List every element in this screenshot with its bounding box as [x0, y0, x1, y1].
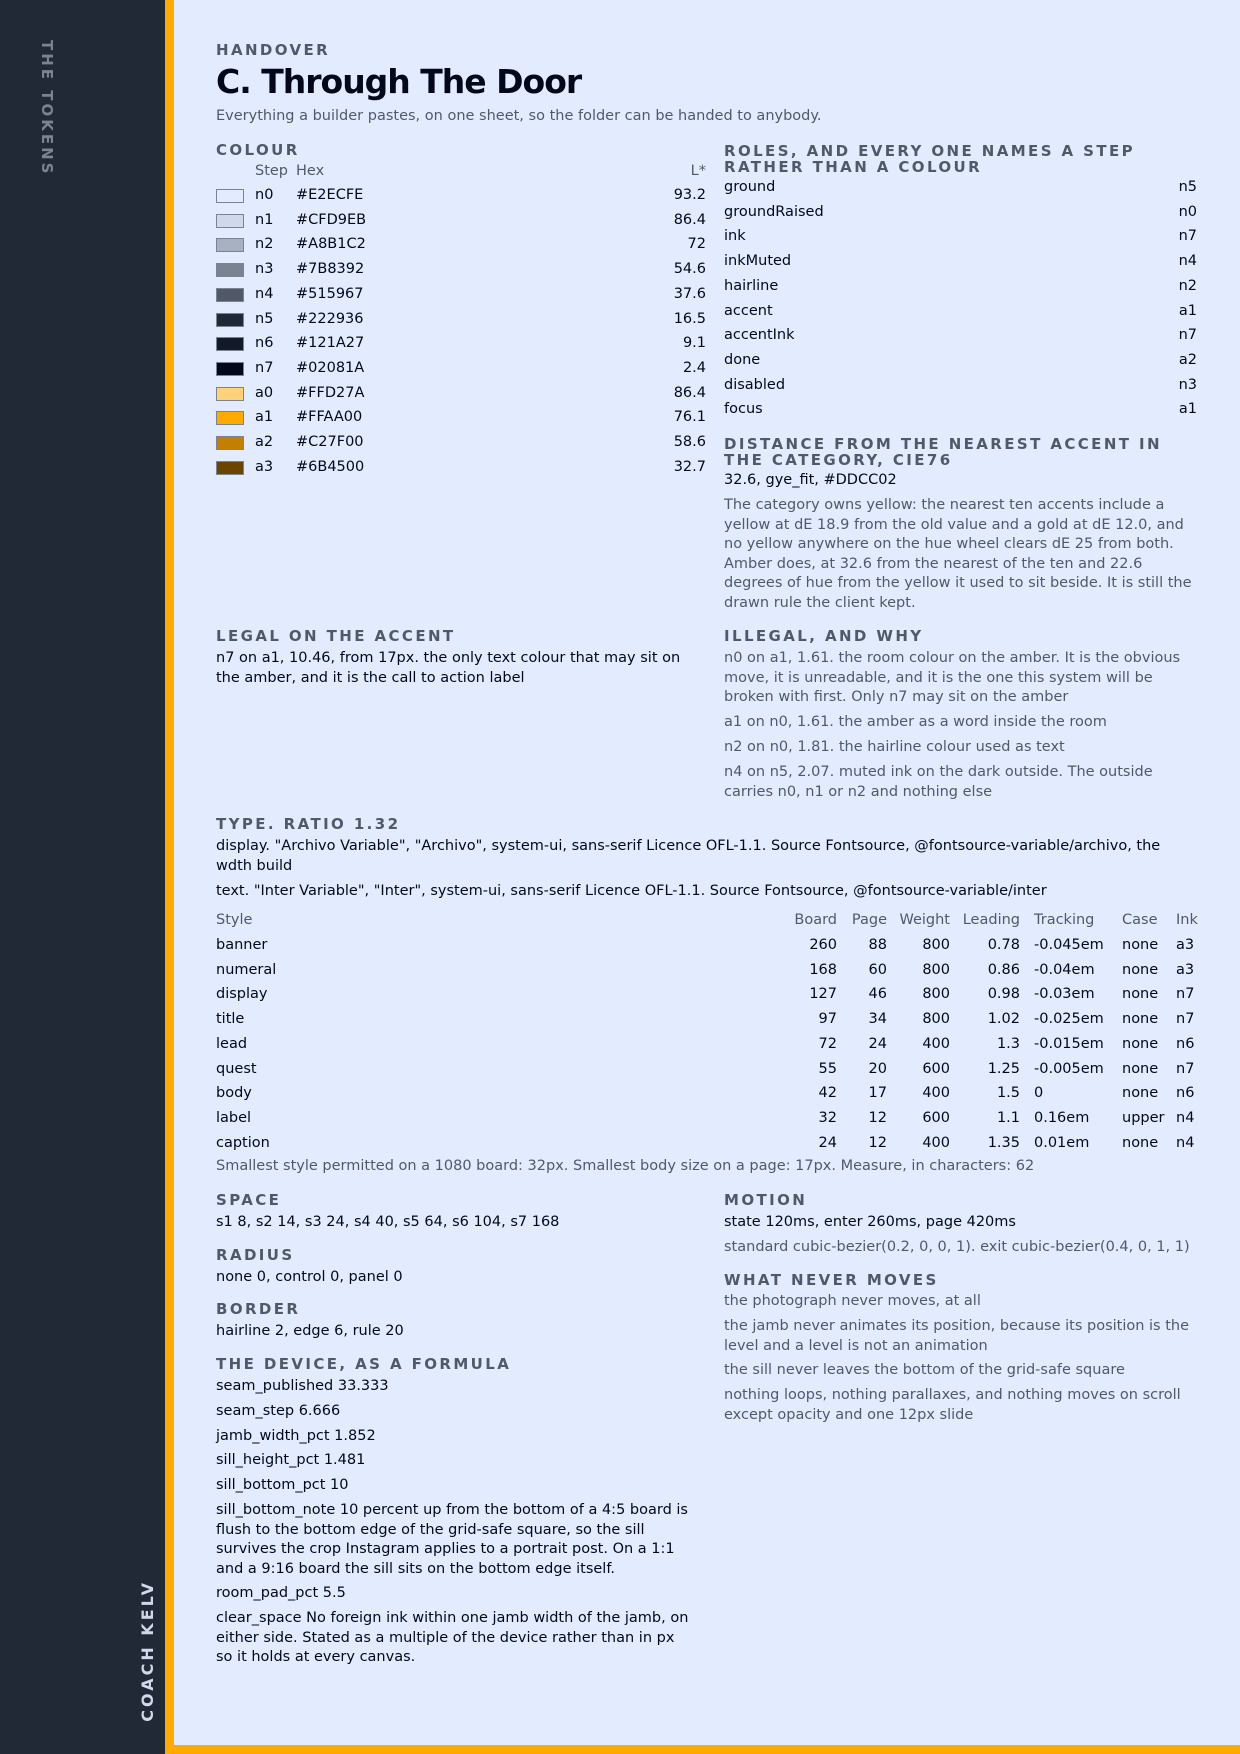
border-text: hairline 2, edge 6, rule 20	[216, 1323, 404, 1339]
type-cell-page: 20	[868, 1060, 887, 1077]
colour-swatch	[216, 461, 244, 475]
colour-lightness: 9.1	[682, 335, 706, 352]
motion-heading: MOTION	[724, 1191, 808, 1209]
type-cell-style: label	[216, 1109, 252, 1126]
colour-lightness: 58.6	[673, 434, 706, 450]
role-step: n3	[1178, 376, 1197, 393]
device-item: clear_space No foreign ink within one jamb width of the jamb, on either side. Stated as a multiple of the device rather than in px so it holds at every canvas.	[216, 1610, 689, 1665]
sidebar-title: THE TOKENS	[38, 40, 56, 177]
legal-text: n7 on a1, 10.46, from 17px. the only text colour that may sit on the amber, and it is the call to action label	[216, 650, 681, 686]
accent-rule-vertical	[165, 0, 174, 1754]
colour-swatch	[216, 387, 244, 401]
colour-hex: #C27F00	[296, 434, 364, 450]
type-cell-page: 46	[868, 986, 887, 1003]
type-cell-tracking: -0.04em	[1034, 961, 1095, 978]
colour-lightness: 32.7	[673, 458, 706, 475]
type-cell-weight: 400	[922, 1085, 950, 1102]
type-cell-leading: 0.86	[987, 961, 1020, 978]
type-cell-ink: n7	[1176, 1011, 1195, 1028]
colour-step: n7	[255, 359, 274, 376]
colour-swatch	[216, 238, 244, 252]
distance-note: The category owns yellow: the nearest ten accents include a yellow at dE 18.9 from the old value and a gold at dE 12.0, and no yellow anywhere on the hue wheel clears dE 25 from both. Amber does, at 32.6 from the nearest of the ten and 22.6 degrees of hue from the yellow it used to sit beside. It is still the drawn rule the client kept.	[724, 497, 1192, 611]
type-cell-weight: 600	[922, 1109, 950, 1126]
role-step: n7	[1178, 228, 1197, 245]
role-step: a1	[1178, 401, 1197, 418]
role-name: focus	[724, 401, 763, 418]
colour-lightness: 86.4	[673, 384, 706, 401]
type-table-row	[216, 1034, 1197, 1054]
device-heading: THE DEVICE, AS A FORMULA	[216, 1355, 512, 1373]
type-cell-board: 97	[818, 1011, 837, 1028]
colour-header-l: L*	[690, 163, 706, 179]
type-cell-style: caption	[216, 1134, 270, 1151]
colour-lightness: 76.1	[673, 409, 706, 426]
page-lead: Everything a builder pastes, on one sheet, so the folder can be handed to anybody.	[216, 108, 822, 124]
colour-step: n4	[255, 285, 274, 302]
space-heading: SPACE	[216, 1191, 282, 1209]
type-table-row	[216, 960, 1197, 980]
radius-heading: RADIUS	[216, 1246, 295, 1264]
type-cell-board: 32	[818, 1109, 837, 1126]
colour-step: n0	[255, 187, 274, 203]
type-cell-ink: n7	[1176, 986, 1195, 1003]
colour-lightness: 37.6	[673, 285, 706, 302]
type-cell-case: none	[1122, 961, 1159, 978]
illegal-item: a1 on n0, 1.61. the amber as a word inside the room	[724, 714, 1107, 730]
colour-hex: #515967	[296, 285, 364, 302]
device-item: sill_height_pct 1.481	[216, 1452, 366, 1468]
colour-hex: #02081A	[296, 359, 365, 376]
colour-step: n6	[255, 335, 274, 352]
type-cell-style: banner	[216, 937, 268, 953]
type-cell-style: numeral	[216, 961, 277, 978]
type-cell-style: quest	[216, 1060, 257, 1077]
type-cell-leading: 1.02	[987, 1011, 1020, 1028]
type-cell-case: none	[1122, 1035, 1159, 1052]
type-cell-page: 60	[868, 961, 887, 978]
distance-heading: DISTANCE FROM THE NEAREST ACCENT IN THE CATEGORY, CIE76	[724, 435, 1162, 469]
colour-swatch	[216, 436, 244, 450]
never-item: the sill never leaves the bottom of the grid-safe square	[724, 1362, 1125, 1378]
role-name: ink	[724, 228, 746, 245]
type-cell-page: 12	[868, 1134, 887, 1151]
type-table-row	[216, 1059, 1197, 1079]
colour-swatch	[216, 337, 244, 351]
device-item: room_pad_pct 5.5	[216, 1585, 346, 1601]
type-cell-case: none	[1122, 1011, 1159, 1028]
role-name: accent	[724, 302, 773, 319]
colour-hex: #6B4500	[296, 458, 365, 475]
motion-durations: state 120ms, enter 260ms, page 420ms	[724, 1214, 1016, 1230]
type-footnote: Smallest style permitted on a 1080 board: 32px. Smallest body size on a page: 17px. Measure, in characters: 62	[216, 1158, 1035, 1174]
type-cell-tracking: 0	[1034, 1085, 1044, 1102]
colour-step: a3	[255, 458, 274, 475]
type-cell-tracking: -0.005em	[1034, 1060, 1104, 1077]
role-step: n2	[1178, 277, 1197, 294]
colour-swatch	[216, 189, 244, 203]
role-name: inkMuted	[724, 253, 792, 270]
type-table-header: Style Board Page Weight Leading Tracking Case Ink	[216, 912, 1198, 928]
role-step: n7	[1178, 327, 1197, 344]
type-cell-board: 24	[818, 1134, 837, 1151]
type-cell-weight: 800	[922, 961, 950, 978]
page-title: C. Through The Door	[216, 62, 582, 101]
colour-hex: #A8B1C2	[296, 236, 366, 253]
role-step: a2	[1178, 351, 1197, 368]
type-cell-board: 260	[809, 937, 837, 953]
never-item: nothing loops, nothing parallaxes, and nothing moves on scroll except opacity and one 12px slide	[724, 1387, 1181, 1423]
type-cell-board: 42	[818, 1085, 837, 1102]
role-step: n0	[1178, 203, 1197, 220]
never-item: the photograph never moves, at all	[724, 1293, 981, 1309]
type-cell-leading: 0.98	[987, 986, 1020, 1003]
colour-heading: COLOUR	[216, 141, 300, 159]
type-cell-style: body	[216, 1085, 252, 1102]
type-table-row	[216, 1009, 1197, 1029]
colour-lightness: 2.4	[682, 359, 706, 376]
type-cell-page: 24	[868, 1035, 887, 1052]
colour-step: n2	[255, 236, 274, 253]
colour-header-hex: Hex	[296, 163, 325, 179]
type-cell-page: 88	[868, 937, 887, 953]
sidebar	[0, 0, 165, 1754]
type-cell-tracking: -0.045em	[1034, 937, 1104, 953]
type-cell-tracking: -0.025em	[1034, 1011, 1104, 1028]
type-cell-leading: 1.1	[996, 1109, 1020, 1126]
colour-step: a1	[255, 409, 274, 426]
colour-hex: #CFD9EB	[296, 211, 367, 228]
type-cell-style: lead	[216, 1035, 248, 1052]
accent-rule-horizontal	[165, 1745, 1240, 1754]
colour-hex: #FFAA00	[296, 409, 363, 426]
illegal-item: n0 on a1, 1.61. the room colour on the amber. It is the obvious move, it is unreadable, and it is the one this system will be broken with first. Only n7 may sit on the amber	[724, 650, 1181, 705]
type-cell-tracking: 0.16em	[1034, 1109, 1090, 1126]
never-item: the jamb never animates its position, because its position is the level and a level is not an animation	[724, 1318, 1190, 1354]
colour-lightness: 93.2	[673, 187, 706, 203]
space-text: s1 8, s2 14, s3 24, s4 40, s5 64, s6 104, s7 168	[216, 1214, 560, 1230]
colour-swatch	[216, 263, 244, 277]
role-step: n5	[1178, 179, 1197, 195]
type-cell-board: 168	[809, 961, 837, 978]
type-cell-case: none	[1122, 937, 1159, 953]
device-item: jamb_width_pct 1.852	[216, 1428, 376, 1444]
type-cell-ink: n6	[1176, 1035, 1195, 1052]
type-table-row	[216, 984, 1197, 1004]
type-cell-weight: 400	[922, 1134, 950, 1151]
legal-heading: LEGAL ON THE ACCENT	[216, 627, 456, 645]
type-cell-page: 34	[868, 1011, 887, 1028]
never-heading: WHAT NEVER MOVES	[724, 1271, 939, 1289]
type-cell-leading: 1.3	[996, 1035, 1020, 1052]
device-item: seam_step 6.666	[216, 1403, 341, 1419]
type-cell-case: none	[1122, 1060, 1159, 1077]
type-cell-style: display	[216, 986, 268, 1003]
type-text-font: text. "Inter Variable", "Inter", system-ui, sans-serif Licence OFL-1.1. Source Fontsource, @fontsource-variable/inter	[216, 883, 1047, 899]
colour-swatch	[216, 411, 244, 425]
type-cell-leading: 1.5	[996, 1085, 1020, 1102]
type-table-row	[216, 1133, 1197, 1153]
colour-swatch	[216, 313, 244, 327]
type-cell-weight: 800	[922, 986, 950, 1003]
role-name: disabled	[724, 376, 786, 393]
role-name: hairline	[724, 277, 779, 294]
type-cell-board: 55	[818, 1060, 837, 1077]
type-cell-case: none	[1122, 1134, 1159, 1151]
type-cell-page: 17	[868, 1085, 887, 1102]
colour-hex: #E2ECFE	[296, 187, 364, 203]
colour-swatch	[216, 362, 244, 376]
type-cell-weight: 800	[922, 937, 950, 953]
colour-hex: #222936	[296, 310, 364, 327]
type-cell-leading: 1.35	[987, 1134, 1020, 1151]
role-name: groundRaised	[724, 203, 824, 220]
type-cell-board: 127	[809, 986, 837, 1003]
role-name: ground	[724, 179, 776, 195]
illegal-item: n2 on n0, 1.81. the hairline colour used as text	[724, 739, 1065, 755]
type-cell-tracking: 0.01em	[1034, 1134, 1090, 1151]
eyebrow: HANDOVER	[216, 41, 331, 59]
colour-lightness: 86.4	[673, 211, 706, 228]
colour-hex: #7B8392	[296, 261, 365, 278]
distance-value: 32.6, gye_fit, #DDCC02	[724, 472, 897, 488]
colour-hex: #FFD27A	[296, 384, 365, 401]
type-table-row	[216, 1083, 1197, 1103]
device-item: sill_bottom_note 10 percent up from the bottom of a 4:5 board is flush to the bottom edge of the grid-safe square, so the sill survives the crop Instagram applies to a portrait post. On a 1:1 and a 9:16 board the sill sits on the bottom edge itself.	[216, 1502, 688, 1577]
type-cell-style: title	[216, 1011, 245, 1028]
type-cell-ink: n7	[1176, 1060, 1195, 1077]
colour-step: a2	[255, 434, 274, 450]
border-heading: BORDER	[216, 1300, 301, 1318]
type-table-row	[216, 935, 1197, 955]
type-cell-tracking: -0.015em	[1034, 1035, 1104, 1052]
type-cell-ink: a3	[1176, 961, 1195, 978]
roles-heading: ROLES, AND EVERY ONE NAMES A STEP RATHER THAN A COLOUR	[724, 142, 1136, 176]
colour-step: a0	[255, 384, 274, 401]
role-step: n4	[1178, 253, 1197, 270]
type-table-row	[216, 1108, 1197, 1128]
type-cell-ink: n4	[1176, 1109, 1195, 1126]
type-cell-leading: 0.78	[987, 937, 1020, 953]
type-cell-tracking: -0.03em	[1034, 986, 1095, 1003]
radius-text: none 0, control 0, panel 0	[216, 1269, 403, 1285]
type-cell-case: upper	[1122, 1109, 1165, 1126]
type-cell-ink: n4	[1176, 1134, 1195, 1151]
type-cell-case: none	[1122, 986, 1159, 1003]
type-cell-weight: 400	[922, 1035, 950, 1052]
colour-header-step: Step	[255, 163, 289, 179]
device-item: sill_bottom_pct 10	[216, 1477, 349, 1493]
type-display-font: display. "Archivo Variable", "Archivo", system-ui, sans-serif Licence OFL-1.1. Source Fontsource, @fontsource-variable/archivo, the wdth build	[216, 838, 1161, 874]
colour-swatch	[216, 288, 244, 302]
illegal-heading: ILLEGAL, AND WHY	[724, 627, 924, 645]
type-cell-page: 12	[868, 1109, 887, 1126]
type-cell-ink: n6	[1176, 1085, 1195, 1102]
colour-hex: #121A27	[296, 335, 365, 352]
type-cell-leading: 1.25	[987, 1060, 1020, 1077]
colour-step: n5	[255, 310, 274, 327]
role-name: done	[724, 351, 761, 368]
role-name: accentInk	[724, 327, 795, 344]
colour-swatch	[216, 214, 244, 228]
type-cell-weight: 600	[922, 1060, 950, 1077]
type-cell-board: 72	[818, 1035, 837, 1052]
type-cell-case: none	[1122, 1085, 1159, 1102]
colour-step: n3	[255, 261, 274, 278]
colour-lightness: 72	[687, 236, 706, 253]
motion-easing: standard cubic-bezier(0.2, 0, 0, 1). exit cubic-bezier(0.4, 0, 1, 1)	[724, 1239, 1190, 1255]
type-cell-ink: a3	[1176, 937, 1195, 953]
type-heading: TYPE. RATIO 1.32	[216, 815, 401, 833]
colour-lightness: 54.6	[673, 261, 706, 278]
illegal-item: n4 on n5, 2.07. muted ink on the dark outside. The outside carries n0, n1 or n2 and nothing else	[724, 764, 1153, 800]
role-step: a1	[1178, 302, 1197, 319]
device-item: seam_published 33.333	[216, 1378, 389, 1394]
type-cell-weight: 800	[922, 1011, 950, 1028]
sidebar-author: COACH KELV	[138, 1580, 157, 1722]
colour-step: n1	[255, 211, 274, 228]
colour-lightness: 16.5	[673, 310, 706, 327]
